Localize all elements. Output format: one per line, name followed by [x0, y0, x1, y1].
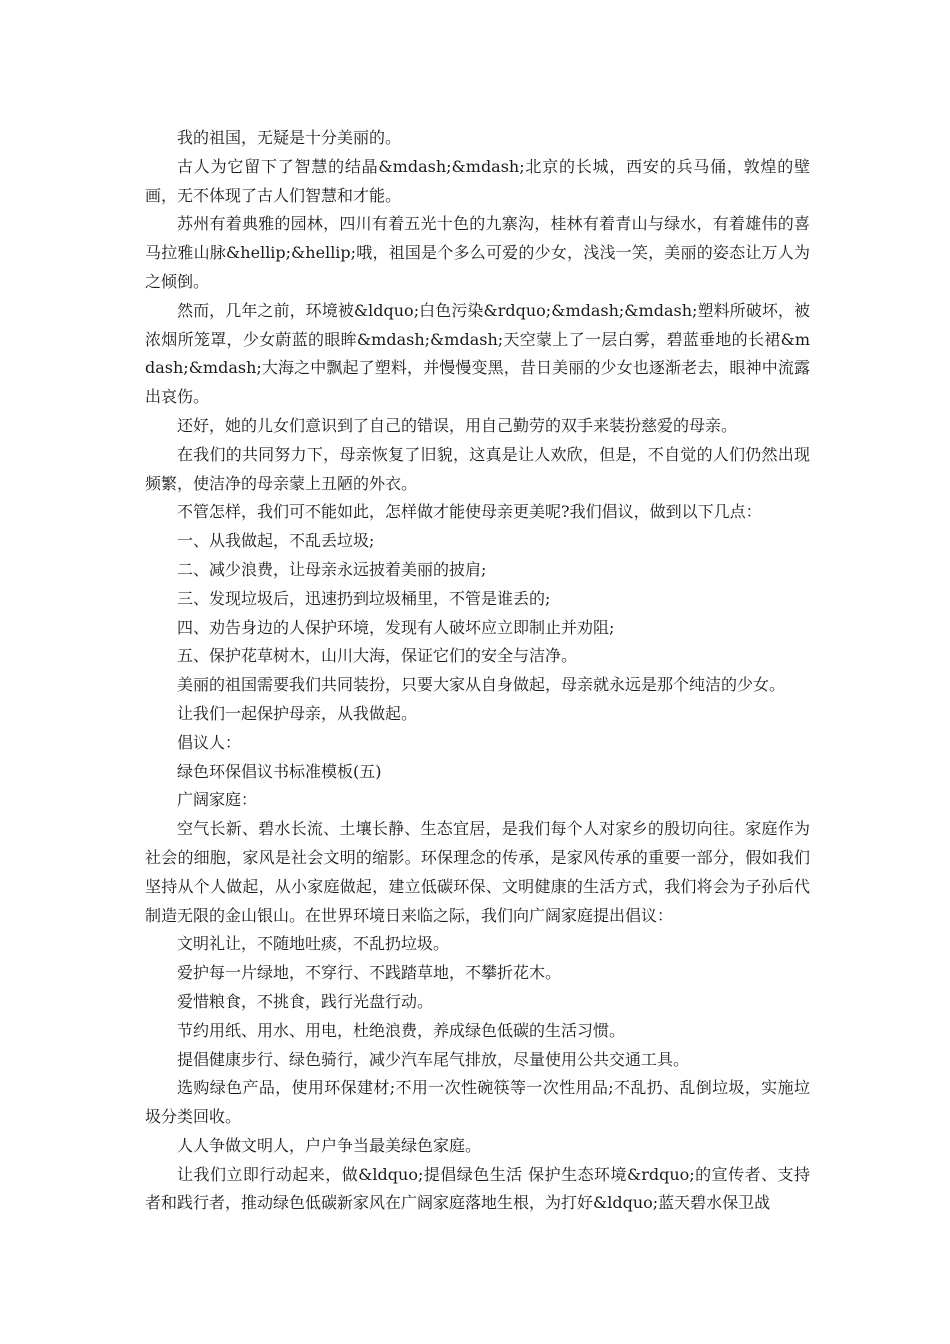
paragraph-8: 美丽的祖国需要我们共同装扮，只要大家从自身做起，母亲就永远是那个纯洁的少女。	[177, 675, 786, 695]
paragraph-7: 不管怎样，我们可不能如此，怎样做才能使母亲更美呢?我们倡议，做到以下几点：	[177, 502, 762, 522]
paragraph-9: 让我们一起保护母亲，从我做起。	[177, 703, 418, 723]
paragraph-5: 还好，她的儿女们意识到了自己的错误，用自己勤劳的双手来装扮慈爱的母亲。	[177, 415, 738, 435]
paragraph-10: 空气长新、碧水长流、土壤长静、生态宜居，是我们每个人对家乡的殷切向往。家庭作为社会的细胞，家风是社会文明的缩影。环保理念的传承，是家风传承的重要一部分，假如我们坚持从个人做起，从小家庭做起，建立低碳环保、文明健康的生活方式，我们将会为子孙后代制造无限的金山银山。在世界环境日来临之际，我们向广阔家庭提出倡议：	[145, 819, 810, 925]
proposal-item-3: 爱惜粮食，不挑食，践行光盘行动。	[177, 991, 434, 1011]
paragraph-3: 苏州有着典雅的园林，四川有着五光十色的九寨沟，桂林有着青山与绿水，有着雄伟的喜马拉雅山脉&hellip;&hellip;哦，祖国是个多么可爱的少女，浅浅一笑，美丽的姿态让万人为之倾倒。	[145, 214, 810, 291]
proposal-item-1: 文明礼让，不随地吐痰，不乱扔垃圾。	[177, 934, 450, 954]
initiator-label: 倡议人：	[177, 732, 242, 752]
proposal-item-2: 爱护每一片绿地，不穿行、不践踏草地，不攀折花木。	[177, 963, 562, 983]
paragraph-2: 古人为它留下了智慧的结晶&mdash;&mdash;北京的长城，西安的兵马俑，敦煌的壁画，无不体现了古人们智慧和才能。	[145, 156, 810, 205]
paragraph-1: 我的祖国，无疑是十分美丽的。	[177, 128, 402, 147]
proposal-item-5: 提倡健康步行、绿色骑行，减少汽车尾气排放，尽量使用公共交通工具。	[177, 1049, 690, 1069]
paragraph-4: 然而，几年之前，环境被&ldquo;白色污染&rdquo;&mdash;&mdash;塑料所破坏，被浓烟所笼罩，少女蔚蓝的眼眸&mdash;&mdash;天空蒙上了一层白雾，碧蓝垂地的长裙&mdash;&mdash;大海之中飘起了塑料，并慢慢变黑，昔日美丽的少女也逐渐老去，眼神中流露出哀伤。	[145, 300, 810, 407]
closing-paragraph: 让我们立即行动起来，做&ldquo;提倡绿色生活 保护生态环境&rdquo;的宣传者、支持者和践行者，推动绿色低碳新家风在广阔家庭落地生根，为打好&ldquo;蓝天碧水保卫战	[145, 1164, 810, 1213]
list-item-3: 三、发现垃圾后，迅速扔到垃圾桶里，不管是谁丢的;	[177, 588, 551, 608]
document-page	[145, 124, 810, 1218]
paragraph-6: 在我们的共同努力下，母亲恢复了旧貌，这真是让人欢欣，但是，不自觉的人们仍然出现频繁，使洁净的母亲蒙上丑陋的外衣。	[145, 444, 810, 493]
list-item-5: 五、保护花草树木，山川大海，保证它们的安全与洁净。	[177, 646, 578, 666]
proposal-item-4: 节约用纸、用水、用电，杜绝浪费，养成绿色低碳的生活习惯。	[177, 1020, 626, 1040]
salutation: 广阔家庭：	[177, 790, 258, 810]
proposal-item-7: 人人争做文明人，户户争当最美绿色家庭。	[177, 1135, 482, 1155]
list-item-4: 四、劝告身边的人保护环境，发现有人破坏应立即制止并劝阻;	[177, 617, 615, 637]
list-item-1: 一、从我做起，不乱丢垃圾;	[177, 531, 375, 551]
section-title: 绿色环保倡议书标准模板(五)	[177, 761, 382, 781]
list-item-2: 二、减少浪费，让母亲永远披着美丽的披肩;	[177, 559, 487, 579]
proposal-item-6: 选购绿色产品，使用环保建材;不用一次性碗筷等一次性用品;不乱扔、乱倒垃圾，实施垃圾分类回收。	[145, 1078, 810, 1127]
